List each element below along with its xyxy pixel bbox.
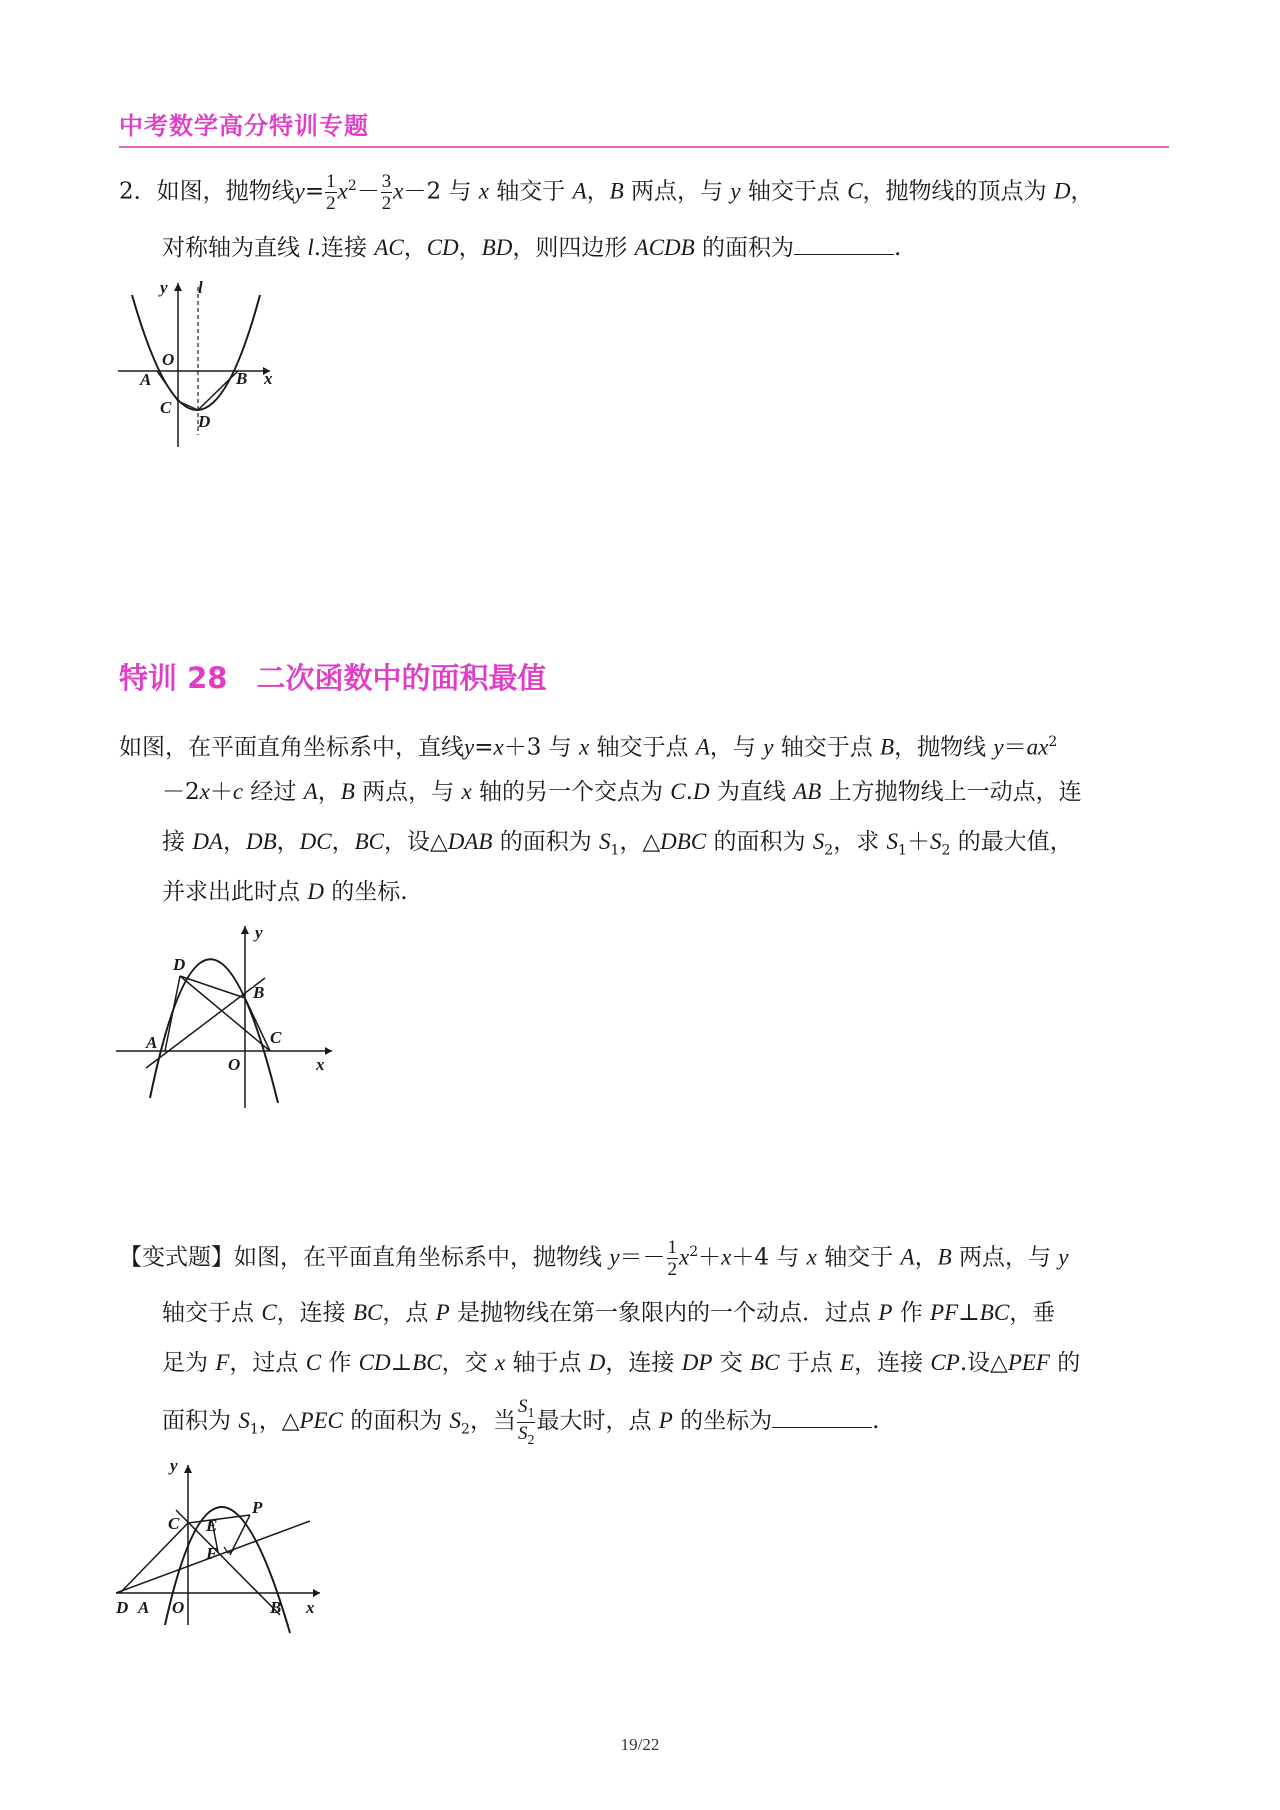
label-o: O [172,1598,185,1617]
label-x: x [264,369,273,388]
variant-line-1: 【变式题】如图，在平面直角坐标系中，抛物线 y＝－ $\frac{1}{2}$ $x^2+x+4$ 与 x 轴交于 A，B 两点，与 y [119,1237,1069,1281]
label-a: A [138,1598,150,1617]
label-o: O [228,1055,241,1074]
label-o: O [162,350,175,369]
variant-line-3: 足为 F，过点 C 作 CD⊥BC，交 x 轴于点 D，连接 DP 交 BC 于点 E，连接 CP.设△PEF 的 [162,1350,1081,1376]
answer-blank[interactable] [772,1405,872,1428]
label-a: A [140,370,152,389]
problem-28-line-2: －2x＋c 经过 A，B 两点，与 x 轴的另一个交点为 C.D 为直线 AB 上方抛物线上一动点，连 [162,779,1082,805]
label-a: A [146,1033,158,1052]
variant-line-2: 轴交于点 C，连接 BC，点 P 是抛物线在第一象限内的一个动点．过点 P 作 PF⊥BC，垂 [162,1300,1056,1326]
label-c: C [160,398,172,417]
answer-blank[interactable] [794,232,894,255]
label-y: y [255,923,263,942]
label-p: P [252,1498,263,1517]
label-c: C [270,1028,282,1047]
label-x: x [306,1598,315,1617]
label-f: F [206,1544,218,1563]
label-b: B [270,1598,282,1617]
page-number: 19/22 [620,1735,660,1754]
label-x: x [316,1055,325,1074]
problem-2-figure [110,275,290,450]
problem-28-line-3: 接 DA，DB，DC，BC，设△DAB 的面积为 $S_1$，△DBC 的面积为 $S_2$，求 $S_1+S_2$ 的最大值， [162,829,1073,859]
label-l: l [198,278,203,297]
variant-line-4: 面积为 $S_1$，△PEC 的面积为 $S_2$，当 $\frac{S_1}{S_2}$ 最大时，点 P 的坐标为 . [162,1395,880,1448]
problem-28-line-4: 并求出此时点 D 的坐标. [162,879,408,905]
label-e: E [206,1516,218,1535]
label-y: y [160,278,168,297]
label-b: B [236,369,248,388]
problem-2-line-1: 2．如图，抛物线y= $\frac{1}{2}$ $x^2-$ $\frac{3}{2}$ x－2 与 x 轴交于 A，B 两点，与 y 轴交于点 C，抛物线的顶点为 D， [119,171,1094,215]
page-header-title: 中考数学高分特训专题 [119,111,369,140]
label-d: D [173,955,186,974]
problem-28-figure [110,918,340,1113]
header-divider [119,146,1169,148]
variant-figure [110,1455,330,1635]
label-d: D [116,1598,129,1617]
label-y: y [170,1456,178,1475]
problem-2-line-2: 对称轴为直线 l.连接 AC，CD，BD，则四边形 ACDB 的面积为 . [162,222,901,274]
problem-28-line-1: 如图，在平面直角坐标系中，直线y=x＋3 与 x 轴交于点 A，与 y 轴交于点 B，抛物线 $y=ax^2$ [119,734,1058,761]
label-c: C [168,1514,180,1533]
label-b: B [253,983,265,1002]
label-d: D [198,412,211,431]
section-title: 特训 28 二次函数中的面积最值 [119,661,547,695]
